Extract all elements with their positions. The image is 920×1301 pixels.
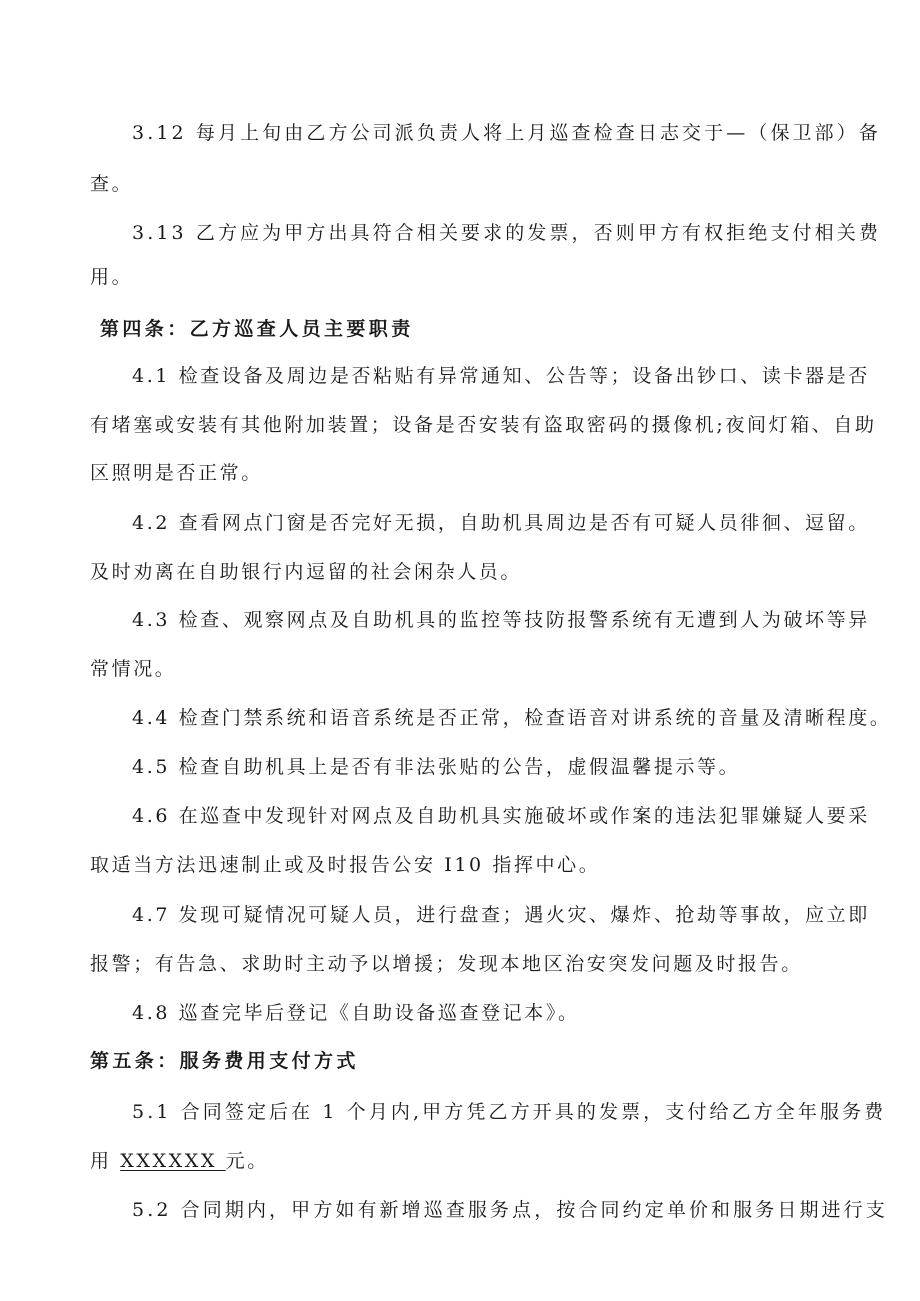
paragraph-4-1-line-2: 有堵塞或安装有其他附加装置；设备是否安装有盗取密码的摄像机;夜间灯箱、自助 <box>90 414 877 436</box>
paragraph-3-12-line-1: 3.12 每月上旬由乙方公司派负责人将上月巡查检查日志交于—（保卫部）备 <box>132 122 881 144</box>
paragraph-5-1-line-1: 5.1 合同签定后在 1 个月内,甲方凭乙方开具的发票，支付给乙方全年服务费 <box>132 1101 887 1123</box>
service-fee-amount: XXXXXX <box>120 1150 226 1172</box>
section-heading-article-5: 第五条：服务费用支付方式 <box>90 1050 359 1072</box>
paragraph-4-6-line-1: 4.6 在巡查中发现针对网点及自助机具实施破坏或作案的违法犯罪嫌疑人要采 <box>132 805 870 827</box>
paragraph-4-5-line-1: 4.5 检查自助机具上是否有非法张贴的公告，虚假温馨提示等。 <box>132 756 741 778</box>
paragraph-5-1-line-2 <box>90 1141 269 1181</box>
paragraph-4-2-line-2: 及时劝离在自助银行内逗留的社会闲杂人员。 <box>90 561 523 583</box>
paragraph-4-1-line-3: 区照明是否正常。 <box>90 462 263 484</box>
paragraph-4-3-line-2: 常情况。 <box>90 658 177 680</box>
section-heading-article-4: 第四条：乙方巡查人员主要职责 <box>100 318 414 340</box>
paragraph-3-13-line-1: 3.13 乙方应为甲方出具符合相关要求的发票，否则甲方有权拒绝支付相关费 <box>132 222 881 244</box>
paragraph-4-6-line-2: 取适当方法迅速制止或及时报告公安 I10 指挥中心。 <box>90 854 601 876</box>
paragraph-5-1-suffix: 元。 <box>225 1150 269 1172</box>
paragraph-4-4-line-1: 4.4 检查门禁系统和语音系统是否正常，检查语音对讲系统的音量及清晰程度。 <box>132 707 892 729</box>
paragraph-4-8-line-1: 4.8 巡查完毕后登记《自助设备巡查登记本》。 <box>132 1002 580 1024</box>
paragraph-4-2-line-1: 4.2 查看网点门窗是否完好无损，自助机具周边是否有可疑人员徘徊、逗留。 <box>132 512 870 534</box>
paragraph-3-13-line-2: 用。 <box>90 266 134 288</box>
paragraph-4-3-line-1: 4.3 检查、观察网点及自助机具的监控等技防报警系统有无遭到人为破坏等异 <box>132 609 870 631</box>
paragraph-4-7-line-2: 报警；有告急、求助时主动予以增援；发现本地区治安突发问题及时报告。 <box>90 953 803 975</box>
paragraph-4-1-line-1: 4.1 检查设备及周边是否粘贴有异常通知、公告等；设备出钞口、读卡器是否 <box>132 365 870 387</box>
paragraph-4-7-line-1: 4.7 发现可疑情况可疑人员，进行盘查；遇火灾、爆炸、抢劫等事故，应立即 <box>132 904 870 926</box>
paragraph-5-2-line-1: 5.2 合同期内，甲方如有新增巡查服务点，按合同约定单价和服务日期进行支 <box>132 1199 888 1221</box>
paragraph-5-1-prefix: 用 <box>90 1150 121 1172</box>
paragraph-3-12-line-2: 查。 <box>90 173 134 195</box>
